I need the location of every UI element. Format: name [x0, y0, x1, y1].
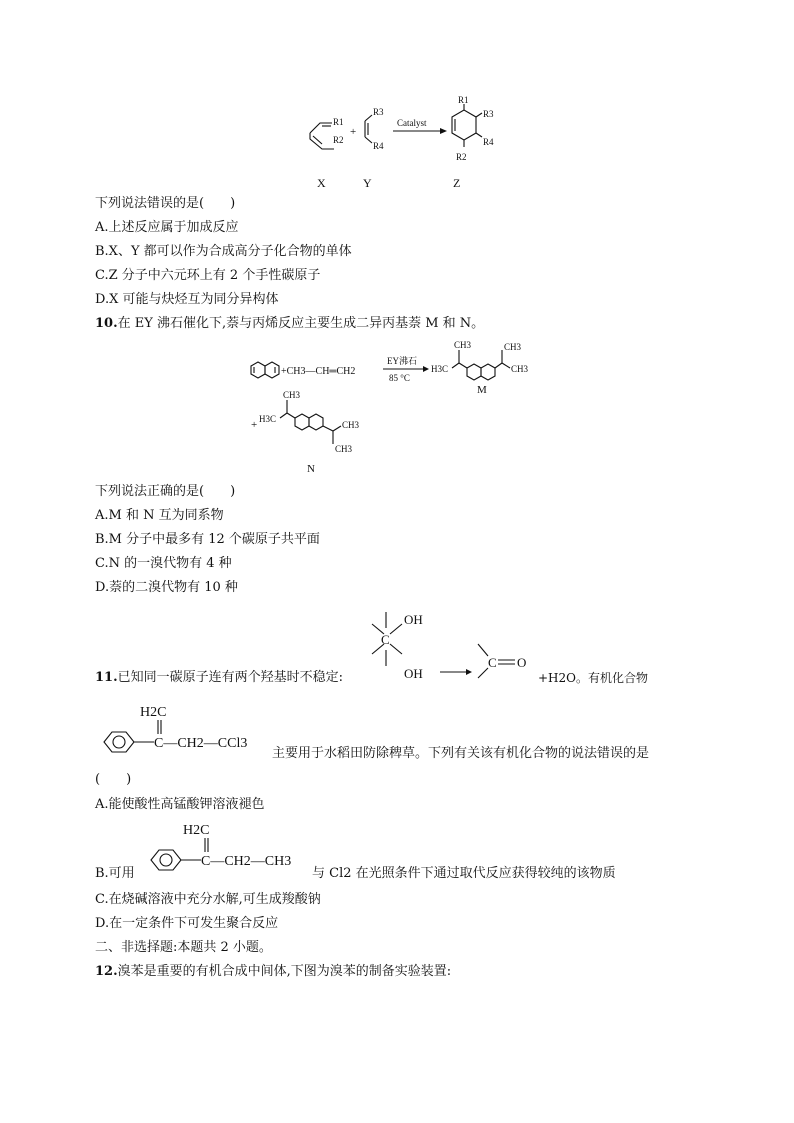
benzene-ring-icon — [104, 732, 134, 752]
label-n: N — [307, 463, 315, 475]
q11-paren: ( ) — [95, 772, 132, 787]
q9-reaction-scheme — [300, 95, 520, 195]
q9-option-b: B.X、Y 都可以作为合成高分子化合物的单体 — [95, 244, 352, 259]
n-ch3-top: CH3 — [283, 390, 301, 400]
q9-option-d: D.X 可能与炔烃互为同分异构体 — [95, 292, 279, 307]
q9-option-c: C.Z 分子中六元环上有 2 个手性碳原子 — [95, 268, 321, 283]
m-ch3-right: CH3 — [511, 364, 529, 374]
q12-line — [95, 964, 451, 980]
q10-option-a: A.M 和 N 互为同系物 — [95, 508, 224, 523]
q11-intro: 已知同一碳原子连有两个羟基时不稳定: — [117, 670, 344, 685]
q12-text: 溴苯是重要的有机合成中间体,下图为溴苯的制备实验装置: — [117, 964, 452, 979]
q12-number: 12. — [95, 964, 118, 979]
y-r3: R3 — [373, 107, 384, 117]
compound-h2c: H2C — [140, 705, 167, 720]
q11-compound-structure — [98, 700, 273, 762]
q11-option-c: C.在烧碱溶液中充分水解,可生成羧酸钠 — [95, 892, 321, 907]
option-b-chain: C—CH2—CH3 — [201, 854, 292, 869]
z-r2: R2 — [456, 152, 467, 162]
product-n-structure — [280, 400, 341, 444]
n-h3c: H3C — [259, 414, 277, 424]
product-z-structure — [452, 104, 482, 147]
label-m: M — [477, 384, 487, 396]
diene-x-structure — [310, 123, 334, 149]
q10-intro: 在 EY 沸石催化下,萘与丙烯反应主要生成二异丙基萘 M 和 N。 — [117, 316, 485, 331]
q11-option-b-post: 与 Cl2 在光照条件下通过取代反应获得较纯的该物质 — [312, 866, 616, 881]
condition-top: EY沸石 — [387, 356, 417, 366]
q11-number: 11. — [95, 670, 118, 685]
q10-option-d: D.萘的二溴代物有 10 种 — [95, 580, 238, 595]
label-x: X — [317, 176, 326, 190]
q11-option-b-structure — [145, 818, 310, 880]
z-r4: R4 — [483, 137, 494, 147]
q11-option-b-pre: B.可用 — [95, 866, 135, 881]
q10-number: 10. — [95, 316, 118, 331]
catalyst-label: Catalyst — [397, 118, 427, 128]
compound-chain: C—CH2—CCl3 — [154, 736, 248, 751]
q11-option-d: D.在一定条件下可发生聚合反应 — [95, 916, 279, 931]
q11-option-a: A.能使酸性高锰酸钾溶液褪色 — [95, 797, 265, 812]
q10-intro-line — [95, 316, 484, 332]
plus-sign: + — [350, 126, 357, 138]
n-ch3-right: CH3 — [342, 420, 360, 430]
q11-gem-diol-scheme — [360, 606, 540, 686]
n-ch3-bottom: CH3 — [335, 444, 353, 454]
label-z: Z — [453, 176, 461, 190]
label-y: Y — [363, 176, 372, 190]
m-ch3-top-right: CH3 — [504, 342, 522, 352]
propene-reagent: +CH3—CH═CH2 — [281, 366, 356, 377]
m-h3c: H3C — [431, 364, 449, 374]
q9-stem: 下列说法错误的是( ) — [95, 196, 236, 211]
n-plus: + — [251, 419, 258, 431]
q11-compound-text: 主要用于水稻田防除稗草。下列有关该有机化合物的说法错误的是 — [272, 746, 650, 761]
q11-after-equation: +H2O。有机化合物 — [538, 671, 648, 685]
ketone-c: C — [488, 655, 497, 670]
benzene-ring-icon — [151, 850, 181, 870]
q10-option-b: B.M 分子中最多有 12 个碳原子共平面 — [95, 532, 320, 547]
dienophile-y-structure — [365, 115, 372, 143]
q10-option-c: C.N 的一溴代物有 4 种 — [95, 556, 232, 571]
x-r1: R1 — [333, 117, 344, 127]
ketone-o: O — [517, 655, 527, 670]
m-ch3-top-left: CH3 — [454, 340, 472, 350]
x-r2: R2 — [333, 135, 344, 145]
condition-bottom: 85 °C — [389, 373, 410, 383]
section-two-heading: 二、非选择题:本题共 2 小题。 — [95, 940, 272, 955]
oh-top: OH — [404, 612, 423, 627]
oh-bottom: OH — [404, 666, 423, 681]
y-r4: R4 — [373, 141, 384, 151]
q11-intro-line — [95, 670, 343, 686]
q9-option-a: A.上述反应属于加成反应 — [95, 220, 239, 235]
q10-reaction-scheme — [245, 336, 565, 476]
naphthalene-structure — [251, 362, 279, 378]
q10-stem: 下列说法正确的是( ) — [95, 484, 236, 499]
z-r3: R3 — [483, 109, 494, 119]
product-m-structure — [452, 350, 510, 380]
z-r1: R1 — [458, 95, 469, 105]
option-b-h2c: H2C — [183, 823, 210, 838]
diol-c: C — [381, 632, 390, 647]
